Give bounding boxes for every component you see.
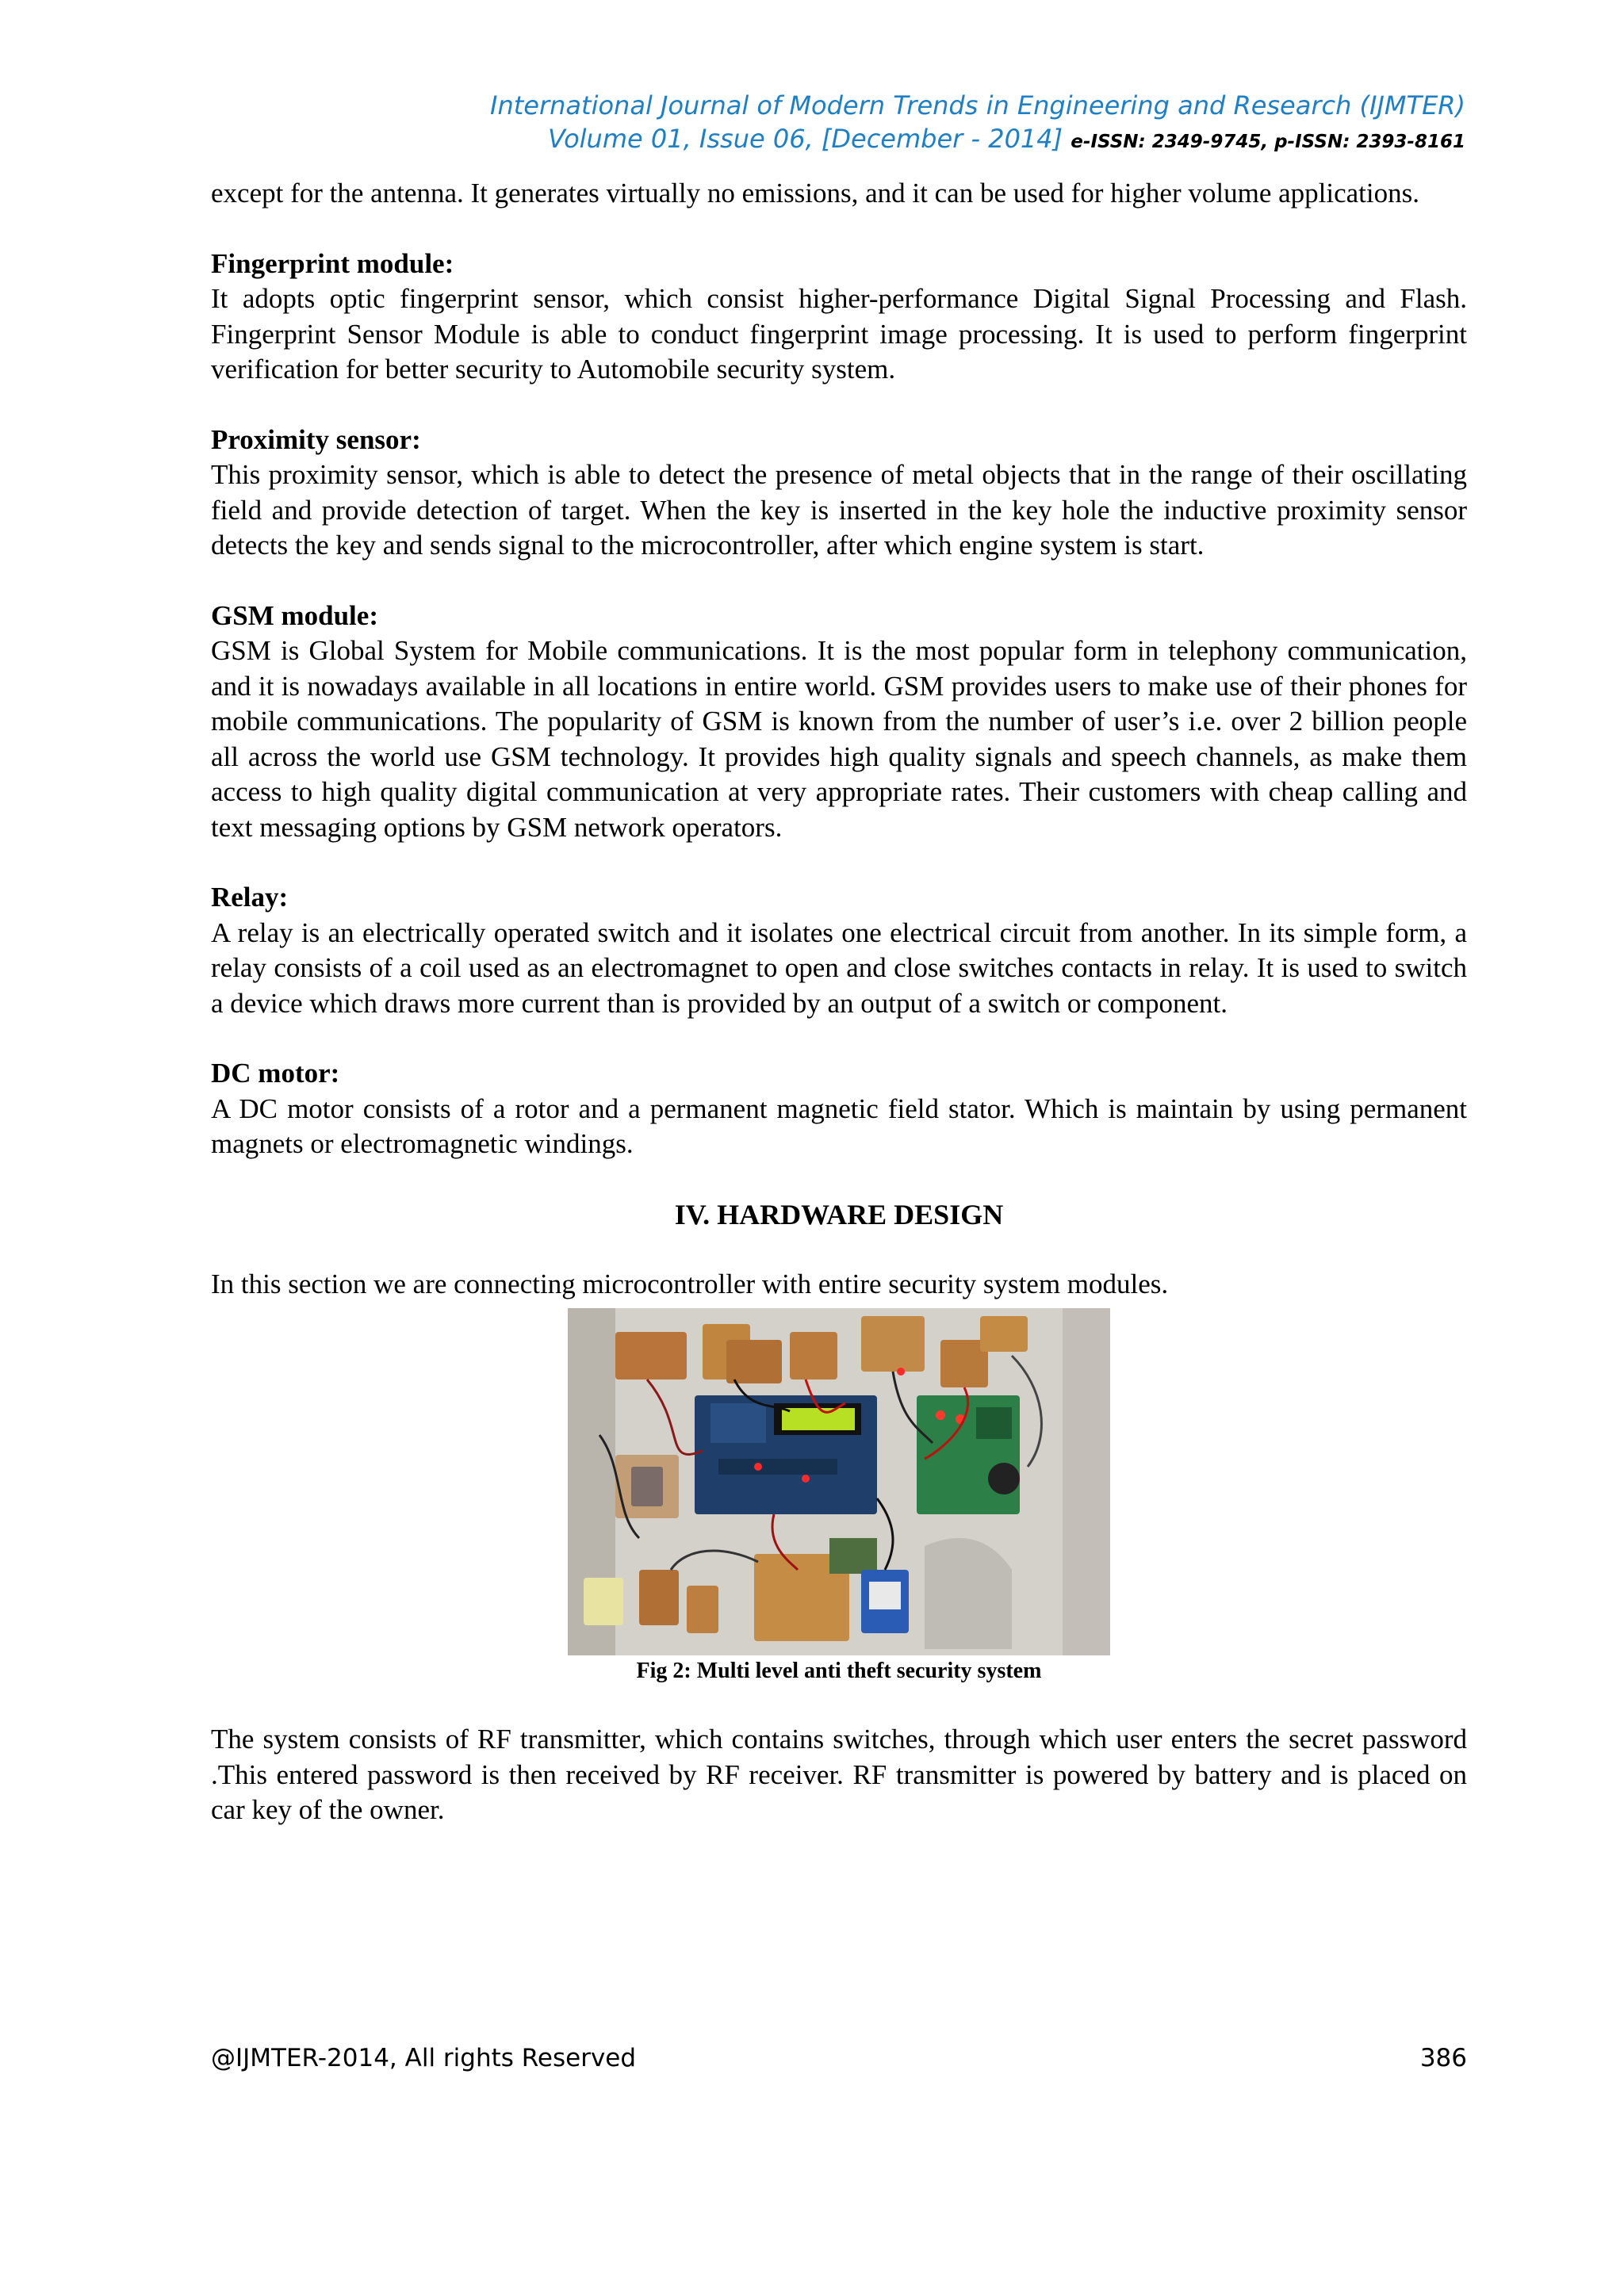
section-heading: Relay: [211, 882, 289, 913]
hardware-design-heading: IV. HARDWARE DESIGN [674, 1198, 1004, 1230]
journal-header [490, 89, 1465, 159]
body-content [211, 176, 1467, 1863]
section-dc-motor [211, 1056, 1467, 1162]
section-paragraph: A DC motor consists of a rotor and a permanent magnetic field stator. Which is maintain by using permanent magnets or electromagnetic windings. [211, 1093, 1467, 1159]
journal-volume-line [490, 122, 1465, 159]
section-proximity-sensor [211, 423, 1467, 564]
section-fingerprint-module [211, 247, 1467, 388]
hardware-photo [568, 1308, 1110, 1655]
journal-issn: e-ISSN: 2349-9745, p-ISSN: 2393-8161 [1071, 132, 1465, 152]
page-footer [211, 2044, 1467, 2072]
section-heading: DC motor: [211, 1058, 340, 1089]
section-paragraph: A relay is an electrically operated switch and it isolates one electrical circuit from another. In its simple form, a relay consists of a coil used as an electromagnet to open and close switches contacts in relay. It is used to switch a device which draws more current than is provided by an output of a switch or component. [211, 916, 1467, 1019]
hardware-description-paragraph: The system consists of RF transmitter, which contains switches, through which user enters the secret password .This entered password is then received by RF receiver. RF transmitter is powered by battery and is placed on car key of the owner. [211, 1724, 1467, 1825]
journal-title: International Journal of Modern Trends in Engineering and Research (IJMTER) [490, 90, 1465, 121]
section-paragraph: This proximity sensor, which is able to detect the presence of metal objects that in the range of their oscillating field and provide detection of target. When the key is inserted in the key hole the inductive proximity sensor detects the key and sends signal to the microcontroller, after which engine system is start. [211, 459, 1467, 561]
section-heading: GSM module: [211, 599, 378, 631]
section-paragraph: GSM is Global System for Mobile communications. It is the most popular form in telephony communication, and it is nowadays available in all locations in entire world. GSM provides users to make use of their phones for mobile communications. The popularity of GSM is known from the number of user’s i.e. over 2 billion people all across the world use GSM technology. It provides high quality signals and speech channels, as make them access to high quality digital communication at very appropriate rates. Their customers with cheap calling and text messaging options by GSM network operators. [211, 635, 1467, 843]
section-relay [211, 880, 1467, 1021]
continuation-paragraph: except for the antenna. It generates virtually no emissions, and it can be used for higher volume applications. [211, 178, 1419, 209]
figure-caption: Fig 2: Multi level anti theft security system [636, 1659, 1042, 1683]
journal-volume: Volume 01, Issue 06, [December - 2014] [548, 124, 1063, 154]
section-paragraph: It adopts optic fingerprint sensor, which consist higher-performance Digital Signal Processing and Flash. Fingerprint Sensor Module is able to conduct fingerprint image processing. It is used to perform fingerprint verification for better security to Automobile security system. [211, 283, 1467, 385]
section-heading: Proximity sensor: [211, 423, 421, 455]
section-gsm-module [211, 599, 1467, 846]
hardware-intro: In this section we are connecting microcontroller with entire security system modules. [211, 1268, 1169, 1299]
hardware-board-illustration [568, 1308, 1110, 1655]
section-heading: Fingerprint module: [211, 247, 454, 279]
figure-2 [568, 1308, 1110, 1687]
footer-copyright: @IJMTER-2014, All rights Reserved [211, 2044, 637, 2072]
page-number: 386 [1419, 2044, 1467, 2072]
